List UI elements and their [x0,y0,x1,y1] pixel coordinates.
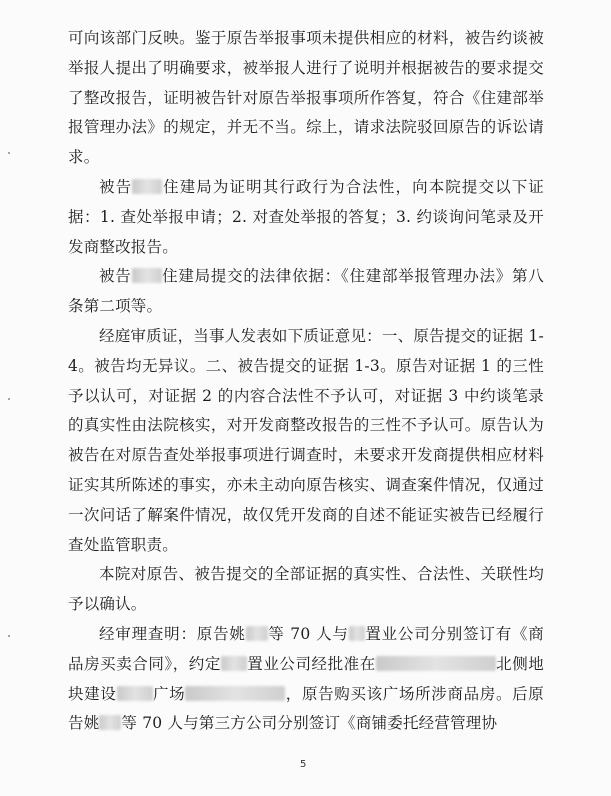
paragraph-text: 等 70 人与 [267,624,349,643]
redaction-blur [117,686,153,701]
scan-margin-mark [8,398,10,400]
paragraph-court-confirmation [68,560,544,620]
paragraph-text: 住建局提交的法律依据：《住建部举报管理办法》第八条第二项等。 [68,267,544,316]
paragraph-text: ，原告购买该广场所涉商品房。后原告姚 [68,684,545,733]
page-number: 5 [300,759,307,770]
scan-margin-mark [8,152,10,154]
paragraph-findings [68,620,544,739]
redaction-blur [99,715,121,730]
paragraph-cross-examination [68,322,544,560]
paragraph-text: 北侧地块建设 [68,654,544,703]
paragraph-text: 经审理查明：原告姚 [99,624,246,643]
paragraph-text: 广场 [152,684,186,703]
paragraph-defense-conclusion [68,24,544,173]
redaction-blur [246,626,268,641]
redaction-blur [349,626,365,641]
paragraph-text: 本院对原告、被告提交的全部证据的真实性、合法性、关联性均予以确认。 [68,565,544,614]
redaction-blur [185,686,285,701]
paragraph-text: 被告 [99,267,132,286]
paragraph-text: 被告 [99,177,133,196]
paragraph-text: 可向该部门反映。鉴于原告举报事项未提供相应的材料，被告约谈被举报人提出了明确要求，被举报人进行了说明并根据被告的要求提交了整改报告，证明被告针对原告举报事项所作答复，符合《住建部举报管理办法》的规定，并无不当。综上，请求法院驳回原告的诉讼请求。 [68,29,544,167]
redaction-blur [132,179,162,194]
redaction-blur [376,656,496,671]
paragraph-text: 等 70 人与第三方公司分别签订《商铺委托经营管理协 [121,714,498,733]
scan-margin-mark [8,635,10,637]
paragraph-text: 经庭审质证，当事人发表如下质证意见：一、原告提交的证据 1-4。被告均无异议。二、被告提交的证据 1-3。原告对证据 1 的三性予以认可，对证据 2 的内容合法性不予认可，对证据 3 中约谈笔录的真实性由法院核实，对开发商整改报告的三性不予认可。原告认为被告在对原告查处举报事项进行调查时，未要求开发商提供相应材料证实其所陈述的事实，亦未主动向原告核实、调查案件情况，仅通过一次问话了解案件情况，故仅凭开发商的自述不能证实被告已经履行查处监管职责。 [68,326,544,554]
paragraph-text: 住建局为证明其行政行为合法性，向本院提交以下证据：1. 查处举报申请；2. 对查处举报的答复；3. 约谈询问笔录及开发商整改报告。 [68,177,544,256]
document-body [68,24,544,739]
paragraph-text: 置业公司分别签订有《商品房买卖合同》，约定 [68,624,544,673]
paragraph-text: 置业公司经批准在 [246,654,376,673]
redaction-blur [132,268,162,283]
paragraph-legal-basis [68,262,544,322]
paragraph-defendant-evidence [68,173,544,262]
redaction-blur [221,656,247,671]
